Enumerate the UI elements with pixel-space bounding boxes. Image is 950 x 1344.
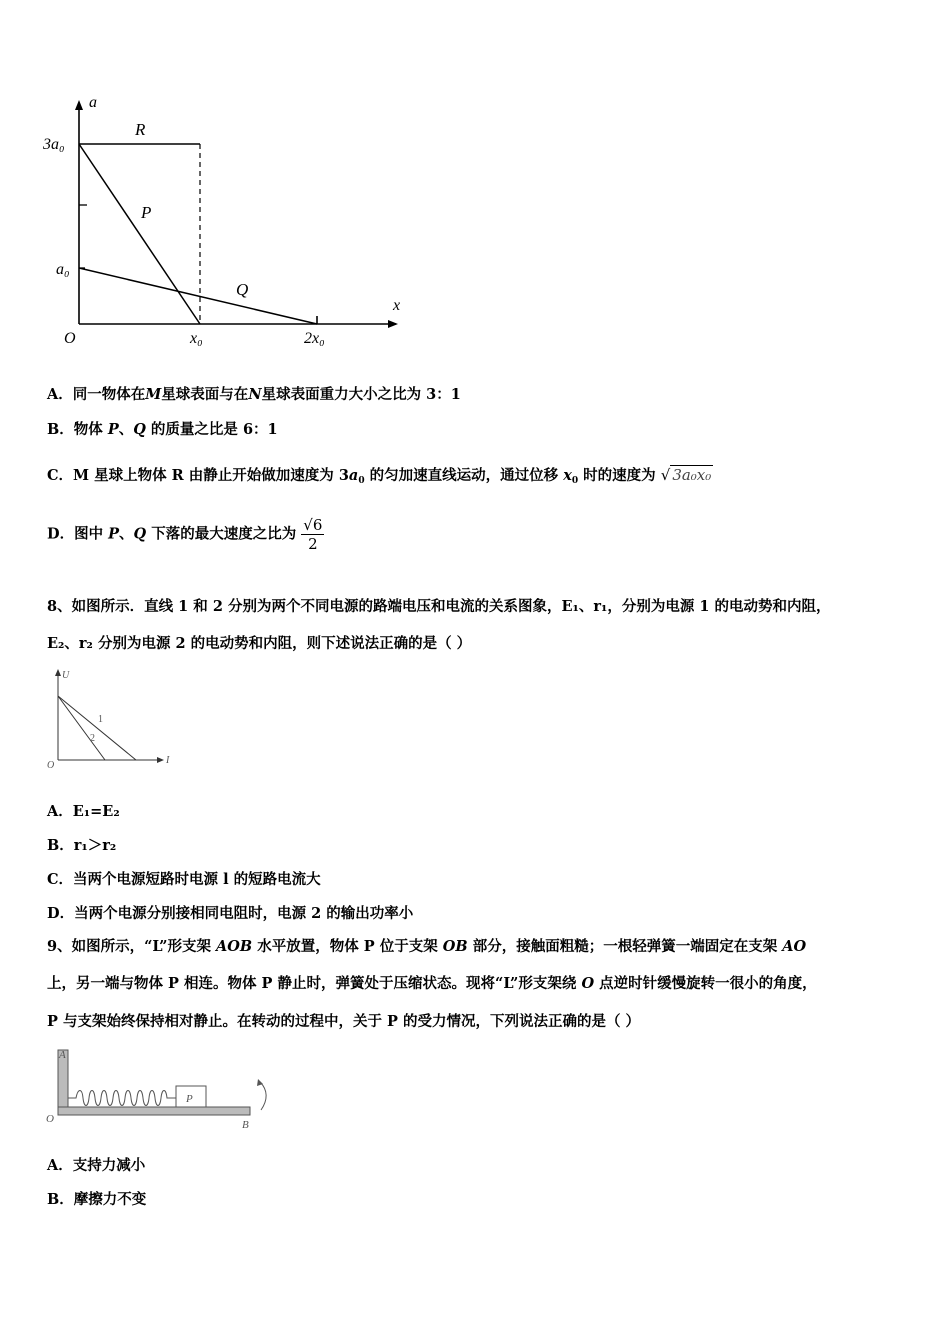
q8-option-a: A．E₁=E₂ xyxy=(47,803,120,820)
q8-stem-line1: 8、如图所示．直线 1 和 2 分别为两个不同电源的路端电压和电流的关系图象，E₁、r₁，分别为电源 1 的电动势和内阻， xyxy=(47,598,831,615)
x-axis-arrow xyxy=(157,757,164,763)
axis-I: I xyxy=(166,755,170,766)
x-axis-label: x xyxy=(393,297,401,314)
label-x0: x₀ xyxy=(190,330,203,347)
q7-option-c: C．M 星球上物体 R 由静止开始做加速度为 $3a_0$ 的匀加速直线运动，通过位移 $x_0$ 时的速度为 √ 3a₀x₀ xyxy=(47,466,712,486)
y-axis-arrow xyxy=(75,100,83,110)
label-3a0: 3a₀ xyxy=(43,136,65,153)
q8-stem-line2: E₂、r₂ 分别为电源 2 的电动势和内阻，则下述说法正确的是（ ） xyxy=(47,635,472,652)
q7-option-b: B．物体 P、Q 的质量之比是 6：1 xyxy=(47,421,278,438)
figure-voltage-current xyxy=(44,664,184,774)
y-axis-arrow xyxy=(55,669,61,676)
rotation-arrow xyxy=(260,1082,266,1110)
origin-O: O xyxy=(47,760,55,771)
q9-stem-line1: 9、如图所示，“L”形支架 AOB 水平放置，物体 P 位于支架 OB 部分，接触面粗糙；一根轻弹簧一端固定在支架 AO xyxy=(47,938,807,955)
q9-option-b: B．摩擦力不变 xyxy=(47,1191,147,1208)
sqrt-expression: √ 3a₀x₀ xyxy=(660,466,712,484)
line-1 xyxy=(58,696,136,760)
q8-option-b: B．r₁＞r₂ xyxy=(47,837,117,854)
figure-acceleration-displacement xyxy=(40,92,420,357)
label-A: A xyxy=(59,1049,66,1061)
q8-option-c: C．当两个电源短路时电源 l 的短路电流大 xyxy=(47,871,321,888)
fraction-expression: $\frac{√6}{2}$ xyxy=(303,516,323,553)
q8-option-d: D．当两个电源分别接相同电阻时，电源 2 的输出功率小 xyxy=(47,905,414,922)
q9-stem-line3: P 与支架始终保持相对静止。在转动的过程中，关于 P 的受力情况，下列说法正确的是（ ） xyxy=(47,1013,640,1030)
line-Q xyxy=(79,268,317,324)
q7-option-d: D．图中 P、Q 下落的最大速度之比为 $\frac{√6}{2}$ xyxy=(47,516,323,553)
line-P xyxy=(79,144,200,324)
spring xyxy=(68,1091,176,1106)
x-axis-arrow xyxy=(388,320,398,328)
line-2 xyxy=(58,696,105,760)
block-P-label: P xyxy=(186,1093,193,1105)
q7-option-a: A．同一物体在M星球表面与在N星球表面重力大小之比为 3：1 xyxy=(47,386,461,403)
y-axis-label: a xyxy=(89,94,97,111)
line-1-label: 1 xyxy=(98,714,103,725)
q9-option-a: A．支持力减小 xyxy=(47,1157,146,1174)
label-B: B xyxy=(242,1119,249,1130)
label-Q: Q xyxy=(236,280,249,299)
q9-stem-line2: 上，另一端与物体 P 相连。物体 P 静止时，弹簧处于压缩状态。现将“L”形支架绕 O 点逆时针缓慢旋转一很小的角度， xyxy=(47,975,817,992)
axis-U: U xyxy=(62,670,70,681)
label-R: R xyxy=(135,120,146,139)
arm-OB xyxy=(58,1107,250,1115)
label-O: O xyxy=(46,1113,54,1125)
label-P: P xyxy=(141,203,152,222)
figure-l-bracket-spring xyxy=(42,1044,274,1130)
line-2-label: 2 xyxy=(90,733,95,744)
label-2x0: 2x₀ xyxy=(304,330,325,347)
origin-label: O xyxy=(64,330,76,347)
label-a0: a₀ xyxy=(56,261,70,278)
